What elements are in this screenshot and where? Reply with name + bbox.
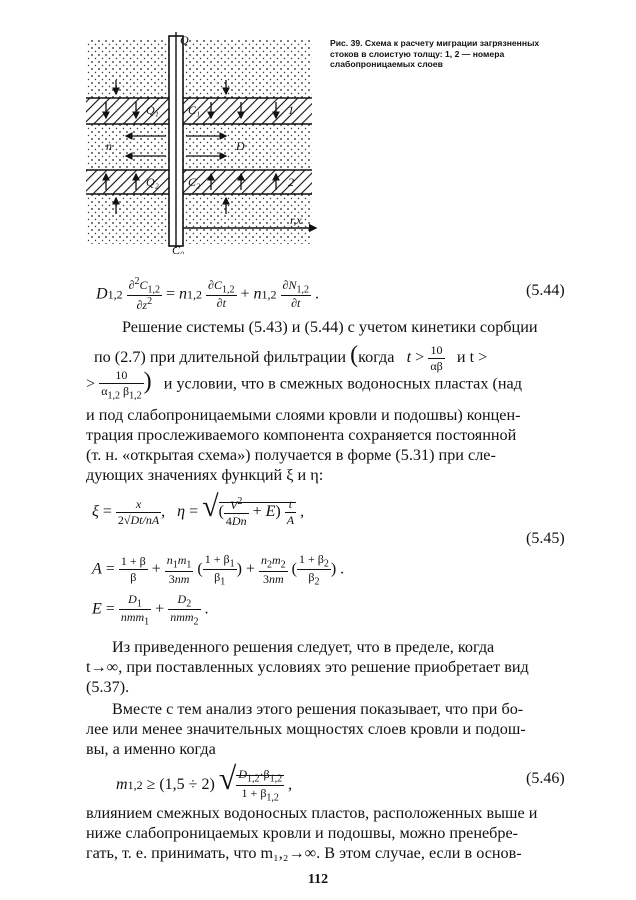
caption-label: Рис. 39. bbox=[330, 38, 363, 48]
equation-5-45-e: E = $\frac{D_1}{nmm_1}$ + $\frac{D_2}{nmm_2}$ . bbox=[92, 592, 209, 628]
label-q2: Q₂ bbox=[146, 175, 159, 189]
label-n: n bbox=[106, 139, 112, 153]
caption-text: Схема к расчету миграции загрязненных стоков в слоистую толщу: 1, 2 — номера слабопроницаемых слоев bbox=[330, 38, 540, 69]
para1-line7: дующих значениях функций ξ и η: bbox=[86, 466, 324, 484]
para1-line4: и под слабопроницаемыми слоями кровли и подошвы) концен- bbox=[86, 406, 521, 424]
equation-number-5-44: (5.44) bbox=[526, 282, 565, 299]
label-c1: C₁ bbox=[188, 103, 201, 117]
para2-line2: t→∞, при поставленных условиях это решение приобретает вид bbox=[86, 658, 529, 676]
label-axis: r,x bbox=[290, 213, 302, 227]
label-c0: C₀ bbox=[172, 243, 185, 254]
para1-line6: (т. н. «открытая схема») получается в форме (5.31) при сле- bbox=[86, 446, 496, 464]
para1-line2b: когда bbox=[358, 348, 395, 366]
figure-caption bbox=[330, 38, 570, 70]
label-c2: C₂ bbox=[188, 175, 201, 189]
label-layer-2: 2 bbox=[288, 175, 294, 189]
label-layer-1: 1 bbox=[288, 103, 294, 117]
para4-line3: гать, т. е. принимать, что m₁,₂→∞. В этом случае, если в основ- bbox=[86, 844, 522, 862]
equation-number-5-45: (5.45) bbox=[526, 530, 565, 547]
equation-5-45-xi-eta: ξ = $\frac{x}{2√Dt/nA}$ , η = √( $\frac{V^2}{4Dn}$ + E) $\frac{t}{A}$ , bbox=[92, 490, 305, 528]
para1-line2: по (2.7) при длительной фильтрации (когда t > $\frac{10}{\alpha\beta}$ и t > bbox=[94, 342, 488, 373]
para1-line2a: по (2.7) при длительной фильтрации bbox=[94, 348, 347, 366]
equation-5-45-a: A = $\frac{1 + \beta}{\beta}$ + $\frac{n_1m_1}{3nm}$ ( $\frac{1 + \beta_1}{\beta_1}$ ) + $\frac{n_2m_2}{3nm}$ ( $\frac{1 + \beta_2}{\beta_2}$ ) . bbox=[92, 552, 345, 588]
page-number: 112 bbox=[307, 872, 329, 887]
para1-line1: Решение системы (5.43) и (5.44) с учетом кинетики сорбции bbox=[122, 318, 538, 336]
label-q1: Q₁ bbox=[146, 103, 159, 117]
figure-39 bbox=[76, 32, 322, 254]
equation-5-44: D1,2 $\frac{\partial^2C_{1,2}}{\partial z^2}$ = n1,2 $\frac{\partial C_{1,2}}{\partial t}$ + n1,2 $\frac{\partial N_{1,2}}{\partial t}$ . bbox=[96, 276, 319, 313]
para1-line3: > $\frac{10}{\alpha_{1,2} \beta_{1,2}}$ ) и условии, что в смежных водоносных пластах (над bbox=[86, 368, 522, 402]
migration-scheme-diagram bbox=[76, 32, 322, 254]
para3-line2: лее или менее значительных мощностях слоев кровли и подош- bbox=[86, 720, 526, 738]
label-d: D bbox=[236, 139, 245, 153]
label-q: Q bbox=[180, 33, 189, 47]
para2-line3: (5.37). bbox=[86, 678, 130, 696]
para2-line1: Из приведенного решения следует, что в пределе, когда bbox=[112, 638, 495, 656]
para1-line2c: и t > bbox=[456, 348, 488, 366]
para3-line1: Вместе с тем анализ этого решения показывает, что при бо- bbox=[112, 700, 524, 718]
para1-line5: трация прослеживаемого компонента сохраняется постоянной bbox=[86, 426, 517, 444]
para3-line3: вы, а именно когда bbox=[86, 740, 216, 758]
equation-number-5-46: (5.46) bbox=[526, 770, 565, 787]
equation-5-46: m1,2 ≥ (1,5 ÷ 2) √ $\frac{D_{1,2}\cdot\beta_{1,2}}{1 + \beta_{1,2}}$ , bbox=[116, 760, 293, 804]
para4-line2: ниже слабопроницаемых кровли и подошвы, можно пренебре- bbox=[86, 824, 519, 842]
para1-line3b: и условии, что в смежных водоносных пластах (над bbox=[163, 374, 522, 393]
para4-line1: влиянием смежных водоносных пластов, расположенных выше и bbox=[86, 804, 538, 822]
